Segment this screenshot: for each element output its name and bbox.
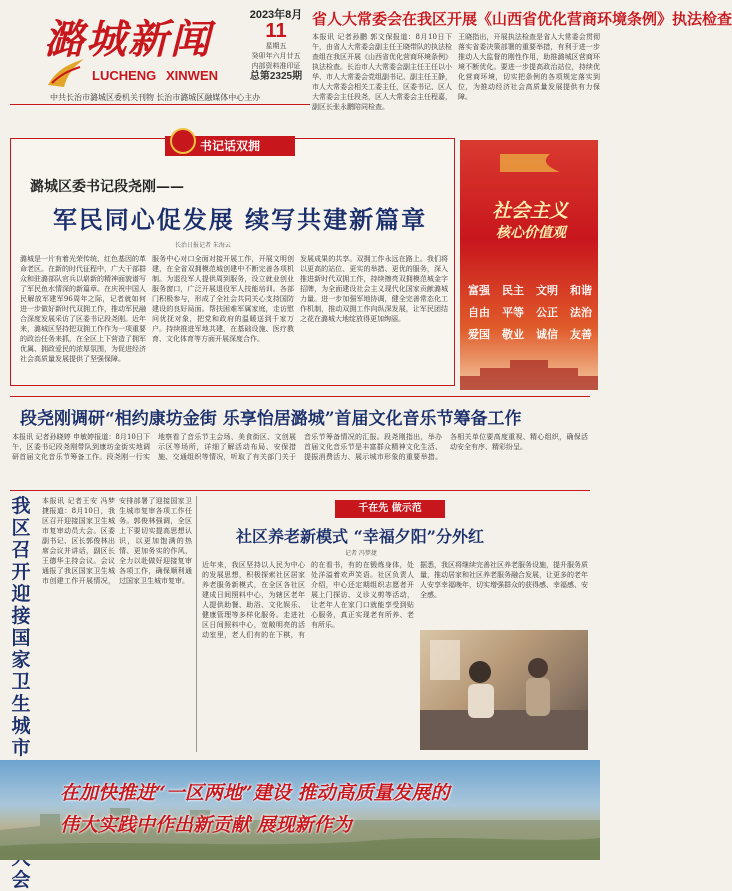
- weekday: 星期五: [265, 43, 287, 50]
- value-item: 诚信: [536, 328, 558, 341]
- registration: 内部资料准印证: [251, 63, 301, 70]
- headline-elderly-care: 社区养老新模式 “幸福夕阳”分外红: [236, 527, 484, 546]
- value-item: 法治: [570, 306, 592, 319]
- value-item: 公正: [536, 306, 558, 319]
- flag-icon: [490, 150, 570, 190]
- values-row-1: [468, 282, 592, 298]
- top-article-col2: 王晓指出，开展执法检查是省人大常委会贯彻落实省委决策部署的重要举措，有利于进一步推动人大监督的刚性作用，助推潞城区营商环境不断优化。要进一步提高政治站位，持续优化营商环境，切实把条例的各项规定落实到位，为推动经济社会高质量发展提供有力保障。: [458, 33, 600, 101]
- section-tag: 千在先 做示范: [335, 500, 445, 518]
- byline: 长治日报记者 朱海云: [175, 242, 231, 249]
- value-item: 文明: [536, 284, 558, 297]
- newspaper-logo: 潞城新闻: [44, 16, 212, 63]
- logo-english-xinwen: XINWEN: [166, 68, 218, 83]
- section-banner: 书记话双拥: [165, 136, 295, 156]
- vertical-headline: 我区召开迎接国家卫生城市 会: [11, 495, 31, 891]
- value-item: 自由: [468, 306, 490, 319]
- photo-scene-icon: [420, 630, 588, 750]
- issue-number: 总第2325期: [249, 71, 303, 82]
- values-row-2: [468, 304, 592, 320]
- value-item: 敬业: [502, 328, 524, 341]
- masthead-rule: [10, 104, 310, 105]
- value-item: 平等: [502, 306, 524, 319]
- elderly-care-body-2: 据悉，我区将继续完善社区养老服务设施，提升服务质量，推动居家和社区养老服务融合发展，让更多的老年人安享幸福晚年，切实增强群众的获得感、幸福感、安全感。: [420, 561, 588, 599]
- feature-col2: 服务中心对口全面对接开展工作，开展文明创建，在全省双拥模范城创建中不断完善各项机制。为退役军人提供周到服务，设立就业创业服务窗口，广泛开展退役军人技能培训。各部门积极参与，形成了全社会共同关心支持国防建设的良好局面。帮扶困难军属家庭，走访慰问优抚对象，把党和政府的温暖送到千家万户。持续推进军地共建，在基础设施、医疗教育、文化体育等方面开展深度合作。: [152, 255, 294, 343]
- core-values-poster: [460, 140, 598, 390]
- value-item: 爱国: [468, 328, 490, 341]
- bottom-slogan-1: 在加快推进“一区两地”建设 推动高质量发展的: [60, 782, 450, 804]
- feature-col3: 发展成果的共享。双拥工作永远在路上。我们将以更高的站位、更实的举措、更优的服务，深入推进新时代双拥工作，持续擦亮双拥模范城金字招牌，为全面建设社会主义现代化国家贡献潞城力量。进一步加强军地协调，健全完善常态化工作机制，推动双拥工作向纵深发展，让军民团结之花在潞城大地绽放得更加绚丽。: [300, 255, 448, 323]
- sanitation-article-body: 本报讯 记者王安 冯梦捷报道：8月10日，我区召开迎接国家卫生城市复审动员大会。区委副书记、区长郭俊林出席会议并讲话，副区长王德华主持会议。会议通报了我区国家卫生城市创建工作开展情况，安排部署了迎接国家卫生城市复审各项工作任务。郭俊林强调，全区上下要切实提高思想认识，以更加饱满的热情、更加务实的作风，全力以赴做好迎接复审各项工作，确保顺利通过国家卫生城市复审。: [42, 497, 192, 585]
- feature-col1: 潞城是一片有着光荣传统、红色基因的革命老区。在新的时代征程中，广大干部群众和驻潞部队官兵以崭新的精神面貌谱写了军民鱼水情深的新篇章。在庆祝中国人民解放军建军96周年之际，记者就如何进一步做好新时代双拥工作，推动军民融合深度发展采访了区委书记段尧刚。近年来，潞城区坚持把双拥工作作为一项重要的政治任务来抓，在全区上下营造了拥军优属、拥政爱民的浓厚氛围，为促进经济社会高质量发展提供了坚强保障。: [20, 255, 146, 363]
- headline-main: 军民同心促发展 续写共建新篇章: [52, 205, 428, 234]
- news-photo: [420, 630, 588, 750]
- top-article-col1: 本报讯 记者孙鹏 郭文保报道：8月10日下午，由省人大常委会副主任王晓带队的执法检查组在我区开展《山西省优化营商环境条例》执法检查。长治市人大常委会副主任王任以小华、市人大常委会党组副书记、副主任王静，市人大常委会相关工委主任，区委书记、区人大常委会主任段尧，区人大常委会主任程嘉，副区长张永鹏陪同检查。: [312, 33, 452, 111]
- lunar-date: 癸卯年六月廿五: [251, 53, 301, 60]
- value-item: 友善: [570, 328, 592, 341]
- value-item: 富强: [468, 284, 490, 297]
- building-silhouette-icon: [460, 350, 598, 390]
- date-day: 11: [265, 20, 287, 42]
- emblem-icon: [170, 128, 196, 154]
- column-divider: [196, 496, 197, 752]
- value-item: 和谐: [570, 284, 592, 297]
- date-year-month: 2023年8月: [249, 9, 303, 21]
- bird-logo-icon: [46, 57, 86, 89]
- value-item: 民主: [502, 284, 524, 297]
- top-article: [312, 0, 732, 132]
- top-article-title: 省人大常委会在我区开展《山西省优化营商环境条例》执法检查: [312, 10, 732, 28]
- values-row-3: [468, 326, 592, 342]
- elderly-care-body: 近年来，我区坚持以人民为中心的发展思想，积极探索社区居家养老服务新模式，在全区各社区建成日间照料中心，为辖区老年人提供助餐、助浴、文化娱乐、健康管理等多样化服务。走进社区日间照料中心，宽敞明亮的活动室里，老人们有的在下棋，有的在看书，有的在锻炼身体，处处洋溢着欢声笑语。社区负责人介绍，中心还定期组织志愿者开展上门探访、义诊义剪等活动，让老年人在家门口就能享受到贴心服务，真正实现老有所养、老有所乐。: [202, 561, 414, 639]
- section-rule: [10, 396, 590, 397]
- logo-english-lucheng: LUCHENG: [92, 68, 157, 83]
- bottom-slogan-2: 伟大实践中作出新贡献 展现新作为: [60, 814, 352, 836]
- byline: 记者 冯梦捷: [345, 550, 377, 557]
- sponsor-line: 中共长治市潞城区委机关刊物 长治市潞城区融媒体中心主办: [50, 93, 261, 102]
- music-festival-body: 本报讯 记者孙晓婷 申敏婷报道：8月10日下午，区委书记段尧刚带队到康坊金街实地调研首届文化音乐节筹备工作。段尧刚一行实地察看了音乐节主会场、美食街区、文创展示区等场所，详细了解活动布局、安保措施、交通组织等情况，听取了有关部门关于音乐节筹备情况的汇报。段尧刚指出，举办首届文化音乐节是丰富群众精神文化生活、提振消费活力、展示城市形象的重要举措。各相关单位要高度重视、精心组织，确保活动安全有序、精彩纷呈。: [12, 433, 588, 461]
- headline-music-festival: 段尧刚调研“相约康坊金街 乐享怡居潞城”首届文化音乐节筹备工作: [20, 409, 522, 429]
- kicker: 潞城区委书记段尧刚——: [30, 179, 184, 195]
- poster-subtitle: 核心价值观: [496, 225, 566, 241]
- date-box: [245, 10, 307, 90]
- section-rule: [10, 490, 590, 491]
- poster-title: 社会主义: [491, 200, 568, 222]
